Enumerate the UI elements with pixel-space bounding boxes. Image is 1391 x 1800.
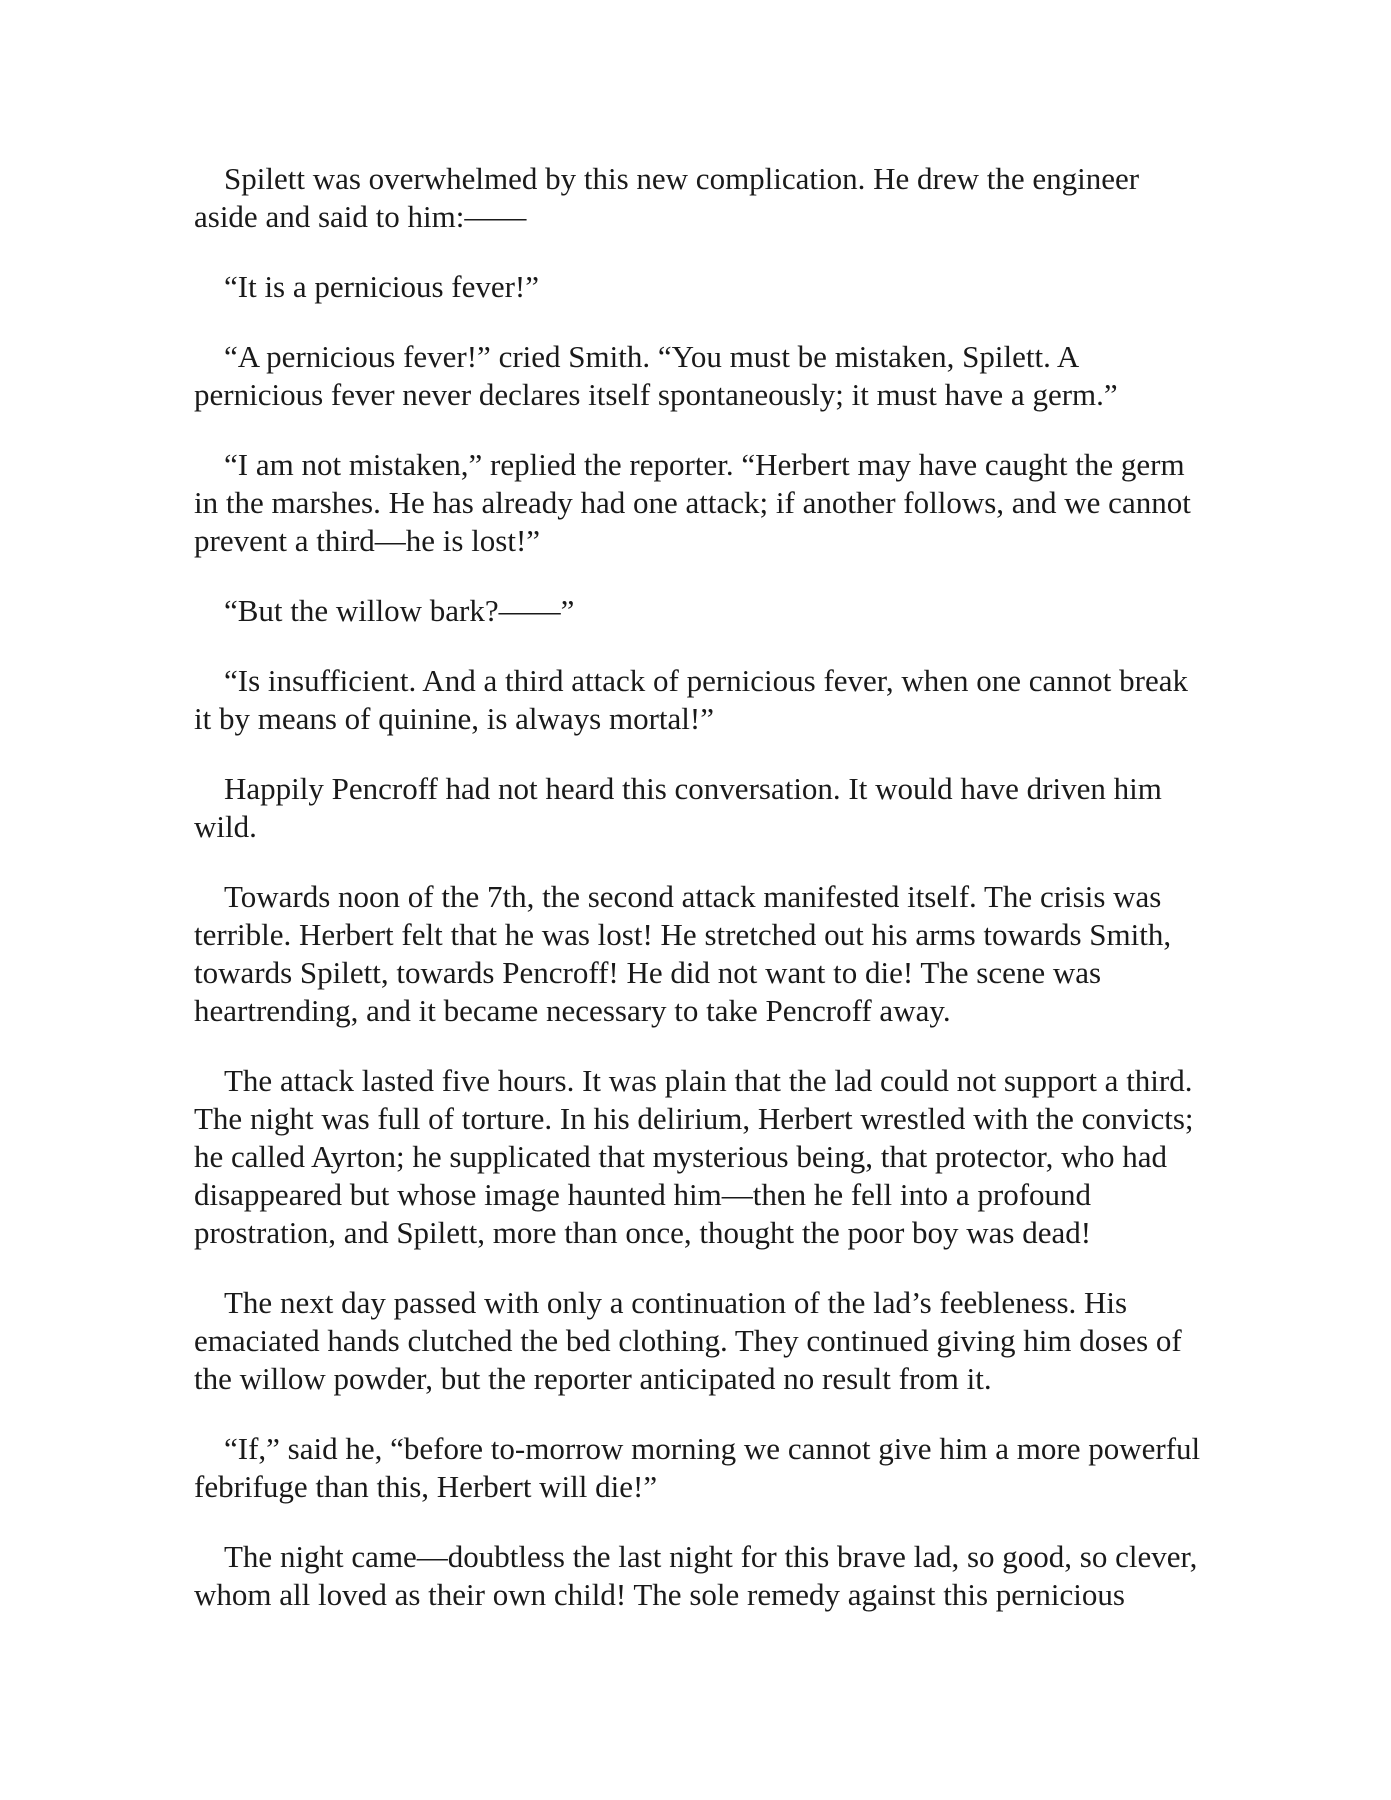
text-line: prostration, and Spilett, more than once, thought the poor boy was dead! [194, 1215, 1092, 1250]
text-line: “If,” said he, “before to-morrow morning we cannot give him a more powerful [224, 1431, 1201, 1466]
paragraph [164, 338, 1234, 414]
text-line: The night was full of torture. In his delirium, Herbert wrestled with the convicts; [194, 1101, 1194, 1136]
paragraph [164, 662, 1234, 738]
paragraph [164, 1538, 1234, 1614]
body-text [164, 160, 1234, 1646]
text-line: whom all loved as their own child! The sole remedy against this pernicious [194, 1577, 1125, 1612]
paragraph [164, 592, 1234, 630]
text-line: “I am not mistaken,” replied the reporter. “Herbert may have caught the germ [224, 447, 1185, 482]
text-line: The night came—doubtless the last night for this brave lad, so good, so clever, [224, 1539, 1198, 1574]
paragraph [164, 878, 1234, 1030]
text-line: prevent a third—he is lost!” [194, 523, 541, 558]
paragraph [164, 1062, 1234, 1252]
paragraph [164, 1430, 1234, 1506]
text-line: The attack lasted five hours. It was plain that the lad could not support a third. [224, 1063, 1193, 1098]
text-line: “Is insufficient. And a third attack of pernicious fever, when one cannot break [224, 663, 1189, 698]
text-line: the willow powder, but the reporter anticipated no result from it. [194, 1361, 992, 1396]
paragraph [164, 160, 1234, 236]
paragraph [164, 770, 1234, 846]
text-line: “A pernicious fever!” cried Smith. “You must be mistaken, Spilett. A [224, 339, 1080, 374]
text-line: it by means of quinine, is always mortal!” [194, 701, 714, 736]
text-line: in the marshes. He has already had one attack; if another follows, and we cannot [194, 485, 1191, 520]
text-line: disappeared but whose image haunted him—then he fell into a profound [194, 1177, 1092, 1212]
paragraph [164, 1284, 1234, 1398]
text-line: aside and said to him:—— [194, 199, 527, 234]
text-line: towards Spilett, towards Pencroff! He did not want to die! The scene was [194, 955, 1102, 990]
text-line: terrible. Herbert felt that he was lost! He stretched out his arms towards Smith, [194, 917, 1172, 952]
text-line: Towards noon of the 7th, the second attack manifested itself. The crisis was [224, 879, 1162, 914]
text-line: he called Ayrton; he supplicated that mysterious being, that protector, who had [194, 1139, 1168, 1174]
text-line: “It is a pernicious fever!” [224, 269, 540, 304]
text-line: pernicious fever never declares itself spontaneously; it must have a germ.” [194, 377, 1118, 412]
text-line: heartrending, and it became necessary to take Pencroff away. [194, 993, 951, 1028]
text-line: The next day passed with only a continuation of the lad’s feebleness. His [224, 1285, 1128, 1320]
paragraph [164, 446, 1234, 560]
text-line: wild. [194, 809, 257, 844]
text-line: Happily Pencroff had not heard this conversation. It would have driven him [224, 771, 1162, 806]
text-line: “But the willow bark?——” [224, 593, 575, 628]
text-line: Spilett was overwhelmed by this new complication. He drew the engineer [224, 161, 1140, 196]
paragraph [164, 268, 1234, 306]
text-line: emaciated hands clutched the bed clothing. They continued giving him doses of [194, 1323, 1182, 1358]
text-line: febrifuge than this, Herbert will die!” [194, 1469, 658, 1504]
